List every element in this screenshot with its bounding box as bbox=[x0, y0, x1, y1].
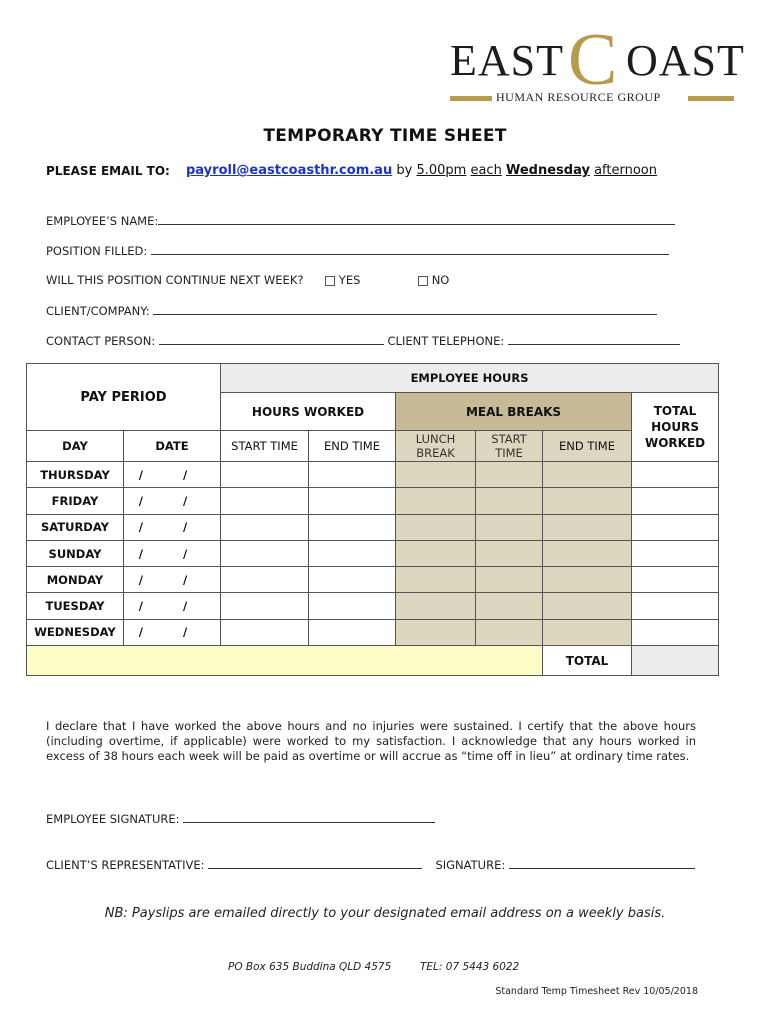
meal-start-cell[interactable] bbox=[476, 567, 543, 593]
email-time: 5.00pm bbox=[416, 163, 467, 178]
no-label: NO bbox=[431, 273, 450, 287]
date-cell[interactable]: / / bbox=[124, 567, 221, 593]
lunch-break-cell[interactable] bbox=[396, 514, 476, 540]
meal-breaks-header: MEAL BREAKS bbox=[396, 393, 632, 431]
total-hours-cell[interactable] bbox=[632, 567, 719, 593]
email-afternoon: afternoon bbox=[594, 163, 657, 178]
continue-row bbox=[46, 273, 449, 287]
lunch-break-cell[interactable] bbox=[396, 462, 476, 488]
meal-end-cell[interactable] bbox=[543, 593, 632, 619]
end-time-cell[interactable] bbox=[309, 488, 396, 514]
meal-start-cell[interactable] bbox=[476, 593, 543, 619]
email-instruction bbox=[186, 163, 657, 178]
meal-start-cell[interactable] bbox=[476, 488, 543, 514]
continue-label: WILL THIS POSITION CONTINUE NEXT WEEK? bbox=[46, 273, 304, 287]
date-header: DATE bbox=[124, 431, 221, 462]
payslip-note: NB: Payslips are emailed directly to your designated email address on a weekly basis. bbox=[104, 906, 666, 921]
date-cell[interactable]: / / bbox=[124, 619, 221, 645]
day-label: MONDAY bbox=[27, 567, 124, 593]
date-cell[interactable]: / / bbox=[124, 514, 221, 540]
day-row bbox=[27, 488, 719, 514]
logo-oast-text: OAST bbox=[626, 36, 745, 85]
total-hours-cell[interactable] bbox=[632, 462, 719, 488]
meal-start-cell[interactable] bbox=[476, 514, 543, 540]
client-tel-label: CLIENT TELEPHONE: bbox=[387, 334, 505, 348]
meal-start-cell[interactable] bbox=[476, 462, 543, 488]
logo-east-text: EAST bbox=[450, 36, 564, 85]
day-row bbox=[27, 540, 719, 566]
revision-note: Standard Temp Timesheet Rev 10/05/2018 bbox=[495, 986, 698, 997]
total-cell[interactable] bbox=[632, 646, 719, 676]
client-tel-field[interactable] bbox=[508, 333, 680, 345]
total-label: TOTAL bbox=[543, 646, 632, 676]
footer-address bbox=[228, 961, 519, 973]
position-label: POSITION FILLED: bbox=[46, 244, 148, 258]
date-cell[interactable]: / / bbox=[124, 593, 221, 619]
hours-worked-header: HOURS WORKED bbox=[221, 393, 396, 431]
signature-label: SIGNATURE: bbox=[435, 858, 506, 872]
contact-row bbox=[46, 333, 680, 348]
start-time-cell[interactable] bbox=[221, 462, 309, 488]
end-time-cell[interactable] bbox=[309, 619, 396, 645]
lunch-break-cell[interactable] bbox=[396, 593, 476, 619]
lunch-break-cell[interactable] bbox=[396, 567, 476, 593]
start-time-cell[interactable] bbox=[221, 619, 309, 645]
day-label: THURSDAY bbox=[27, 462, 124, 488]
lunch-break-cell[interactable] bbox=[396, 619, 476, 645]
day-row bbox=[27, 514, 719, 540]
start-time-header: START TIME bbox=[221, 431, 309, 462]
day-row bbox=[27, 567, 719, 593]
total-hours-cell[interactable] bbox=[632, 619, 719, 645]
employee-name-row bbox=[46, 213, 675, 228]
day-row bbox=[27, 619, 719, 645]
logo-subtitle: HUMAN RESOURCE GROUP bbox=[496, 90, 661, 104]
end-time-cell[interactable] bbox=[309, 593, 396, 619]
total-hours-cell[interactable] bbox=[632, 488, 719, 514]
total-hours-cell[interactable] bbox=[632, 593, 719, 619]
client-rep-field[interactable] bbox=[208, 857, 422, 869]
end-time-cell[interactable] bbox=[309, 567, 396, 593]
client-row bbox=[46, 303, 657, 318]
client-field[interactable] bbox=[153, 303, 657, 315]
timesheet-table bbox=[26, 363, 719, 676]
day-label: TUESDAY bbox=[27, 593, 124, 619]
email-link[interactable]: payroll@eastcoasthr.com.au bbox=[186, 163, 393, 178]
logo-rule-left bbox=[450, 96, 492, 101]
yes-checkbox[interactable] bbox=[325, 276, 335, 286]
day-row bbox=[27, 462, 719, 488]
total-hours-header: TOTAL HOURS WORKED bbox=[632, 393, 719, 462]
lunch-break-cell[interactable] bbox=[396, 540, 476, 566]
pay-period-header: PAY PERIOD bbox=[27, 364, 221, 431]
day-label: SUNDAY bbox=[27, 540, 124, 566]
meal-end-header: END TIME bbox=[543, 431, 632, 462]
signature-field[interactable] bbox=[509, 857, 695, 869]
telephone: TEL: 07 5443 6022 bbox=[419, 961, 520, 973]
employee-hours-header: EMPLOYEE HOURS bbox=[221, 364, 719, 393]
meal-end-cell[interactable] bbox=[543, 462, 632, 488]
declaration-text: I declare that I have worked the above hours and no injuries were sustained. I certify that the above hours (including overtime, if applicable) were worked to my satisfaction. I acknowledge that any hours worked in excess of 38 hours each week will be paid as overtime or will accrue as “time off in lieu” at ordinary time rates. bbox=[46, 719, 696, 763]
employee-signature-field[interactable] bbox=[183, 811, 435, 823]
yes-label: YES bbox=[338, 273, 361, 287]
position-field[interactable] bbox=[151, 243, 669, 255]
client-rep-row bbox=[46, 857, 695, 872]
employee-name-label: EMPLOYEE’S NAME: bbox=[46, 214, 159, 228]
day-header: DAY bbox=[27, 431, 124, 462]
date-cell[interactable]: / / bbox=[124, 462, 221, 488]
client-label: CLIENT/COMPANY: bbox=[46, 304, 150, 318]
total-bar bbox=[27, 646, 543, 676]
email-label: PLEASE EMAIL TO: bbox=[46, 164, 170, 178]
meal-end-cell[interactable] bbox=[543, 567, 632, 593]
end-time-cell[interactable] bbox=[309, 514, 396, 540]
email-day: Wednesday bbox=[505, 163, 590, 178]
contact-label: CONTACT PERSON: bbox=[46, 334, 156, 348]
start-time-cell[interactable] bbox=[221, 488, 309, 514]
start-time-cell[interactable] bbox=[221, 567, 309, 593]
meal-start-cell[interactable] bbox=[476, 619, 543, 645]
lunch-break-header: LUNCH BREAK bbox=[396, 431, 476, 462]
meal-end-cell[interactable] bbox=[543, 540, 632, 566]
po-box: PO Box 635 Buddina QLD 4575 bbox=[228, 961, 392, 973]
employee-signature-row bbox=[46, 811, 435, 826]
meal-end-cell[interactable] bbox=[543, 488, 632, 514]
lunch-break-cell[interactable] bbox=[396, 488, 476, 514]
logo-c-letter: C bbox=[568, 19, 618, 101]
day-label: FRIDAY bbox=[27, 488, 124, 514]
contact-field[interactable] bbox=[159, 333, 384, 345]
position-row bbox=[46, 243, 669, 258]
client-rep-label: CLIENT’S REPRESENTATIVE: bbox=[46, 858, 205, 872]
email-by: by bbox=[392, 163, 417, 178]
date-cell[interactable]: / / bbox=[124, 540, 221, 566]
meal-end-cell[interactable] bbox=[543, 619, 632, 645]
end-time-cell[interactable] bbox=[309, 462, 396, 488]
end-time-cell[interactable] bbox=[309, 540, 396, 566]
day-label: SATURDAY bbox=[27, 514, 124, 540]
no-checkbox[interactable] bbox=[418, 276, 428, 286]
email-each: each bbox=[470, 163, 502, 178]
company-logo bbox=[450, 19, 745, 114]
total-hours-cell[interactable] bbox=[632, 514, 719, 540]
date-cell[interactable]: / / bbox=[124, 488, 221, 514]
start-time-cell[interactable] bbox=[221, 540, 309, 566]
day-label: WEDNESDAY bbox=[27, 619, 124, 645]
meal-end-cell[interactable] bbox=[543, 514, 632, 540]
day-row bbox=[27, 593, 719, 619]
employee-name-field[interactable] bbox=[158, 213, 675, 225]
meal-start-header: START TIME bbox=[476, 431, 543, 462]
employee-signature-label: EMPLOYEE SIGNATURE: bbox=[46, 812, 180, 826]
logo-rule-right bbox=[688, 96, 734, 101]
end-time-header: END TIME bbox=[309, 431, 396, 462]
start-time-cell[interactable] bbox=[221, 593, 309, 619]
meal-start-cell[interactable] bbox=[476, 540, 543, 566]
start-time-cell[interactable] bbox=[221, 514, 309, 540]
page-title: TEMPORARY TIME SHEET bbox=[263, 126, 507, 146]
total-hours-cell[interactable] bbox=[632, 540, 719, 566]
